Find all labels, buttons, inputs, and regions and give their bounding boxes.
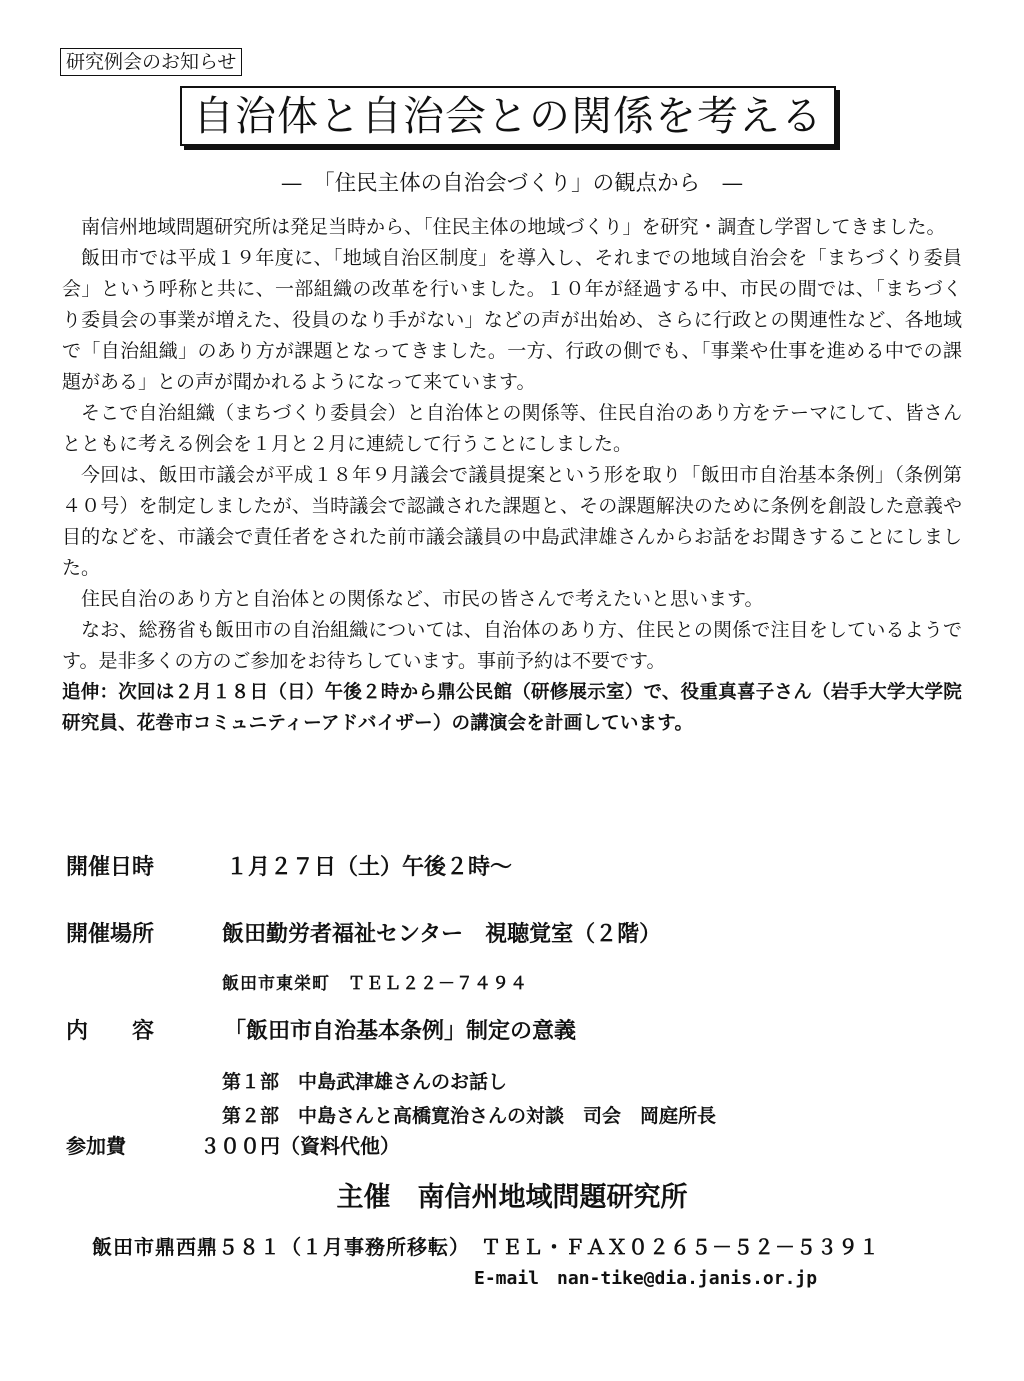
- paragraph: そこで自治組織（まちづくり委員会）と自治体との関係等、住民自治のあり方をテーマにして、皆さんとともに考える例会を１月と２月に連続して行うことにしました。: [62, 402, 962, 455]
- fee-value: ３００円（資料代他）: [200, 1134, 400, 1158]
- organizer-email: E-mail nan-tike@dia.janis.or.jp: [474, 1268, 818, 1289]
- program-part-1: 第１部 中島武津雄さんのお話し: [222, 1071, 508, 1093]
- paragraph: 飯田市では平成１９年度に、「地域自治区制度」を導入し、それまでの地域自治会を「まちづくり委員会」という呼称と共に、一部組織の改革を行いました。１０年が経過する中、市民の間では、「まちづくり委員会の事業が増えた、役員のなり手がない」などの声が出始め、さらに行政との関連性など、各地域で「自治組織」のあり方が課題となってきました。一方、行政の側でも、「事業や仕事を進める中での課題がある」との声が聞かれるようになって来ています。: [62, 247, 962, 393]
- organizer-address: 飯田市鼎西鼎５８１（１月事務所移転） ＴＥＬ・ＦＡＸ０２６５－５２－５３９１: [92, 1235, 880, 1259]
- paragraph: 今回は、飯田市議会が平成１８年９月議会で議員提案という形を取り「飯田市自治基本条例」（条例第４０号）を制定しましたが、当時議会で認識された課題と、その課題解決のために条例を創設した意義や目的などを、市議会で責任者をされた前市議会議員の中島武津雄さんからお話をお聞きすることにしました。: [62, 464, 962, 579]
- content-label: 内 容: [66, 1019, 155, 1044]
- notice-tag: 研究例会のお知らせ: [60, 48, 242, 76]
- subtitle: — 「住民主体の自治会づくり」の観点から —: [280, 171, 744, 196]
- fee-label: 参加費: [66, 1134, 126, 1158]
- venue-value: 飯田勤労者福祉センター 視聴覚室（２階）: [222, 922, 662, 947]
- date-value: １月２７日（土）午後２時～: [226, 855, 513, 880]
- venue-label: 開催場所: [66, 922, 155, 947]
- paragraph: 住民自治のあり方と自治体との関係など、市民の皆さんで考えたいと思います。: [81, 588, 764, 610]
- organizer: 主催 南信州地域問題研究所: [336, 1182, 688, 1213]
- body-text: [62, 212, 962, 739]
- program-part-2: 第２部 中島さんと高橋寛治さんの対談 司会 岡庭所長: [222, 1105, 717, 1127]
- page-title: 自治体と自治会との関係を考える: [180, 86, 836, 146]
- content-value: 「飯田市自治基本条例」制定の意義: [224, 1019, 577, 1044]
- venue-address: 飯田市東栄町 ＴＥＬ２２－７４９４: [222, 974, 528, 994]
- paragraph: なお、総務省も飯田市の自治組織については、自治体のあり方、住民との関係で注目をしているようです。是非多くの方のご参加をお待ちしています。事前予約は不要です。: [62, 619, 962, 672]
- paragraph: 南信州地域問題研究所は発足当時から、「住民主体の地域づくり」を研究・調査し学習してきました。: [81, 216, 946, 238]
- postscript: 追伸：次回は２月１８日（日）午後２時から鼎公民館（研修展示室）で、役重真喜子さん（岩手大学大学院研究員、花巻市コミュニティーアドバイザー）の講演会を計画しています。: [62, 682, 962, 734]
- date-label: 開催日時: [66, 855, 155, 880]
